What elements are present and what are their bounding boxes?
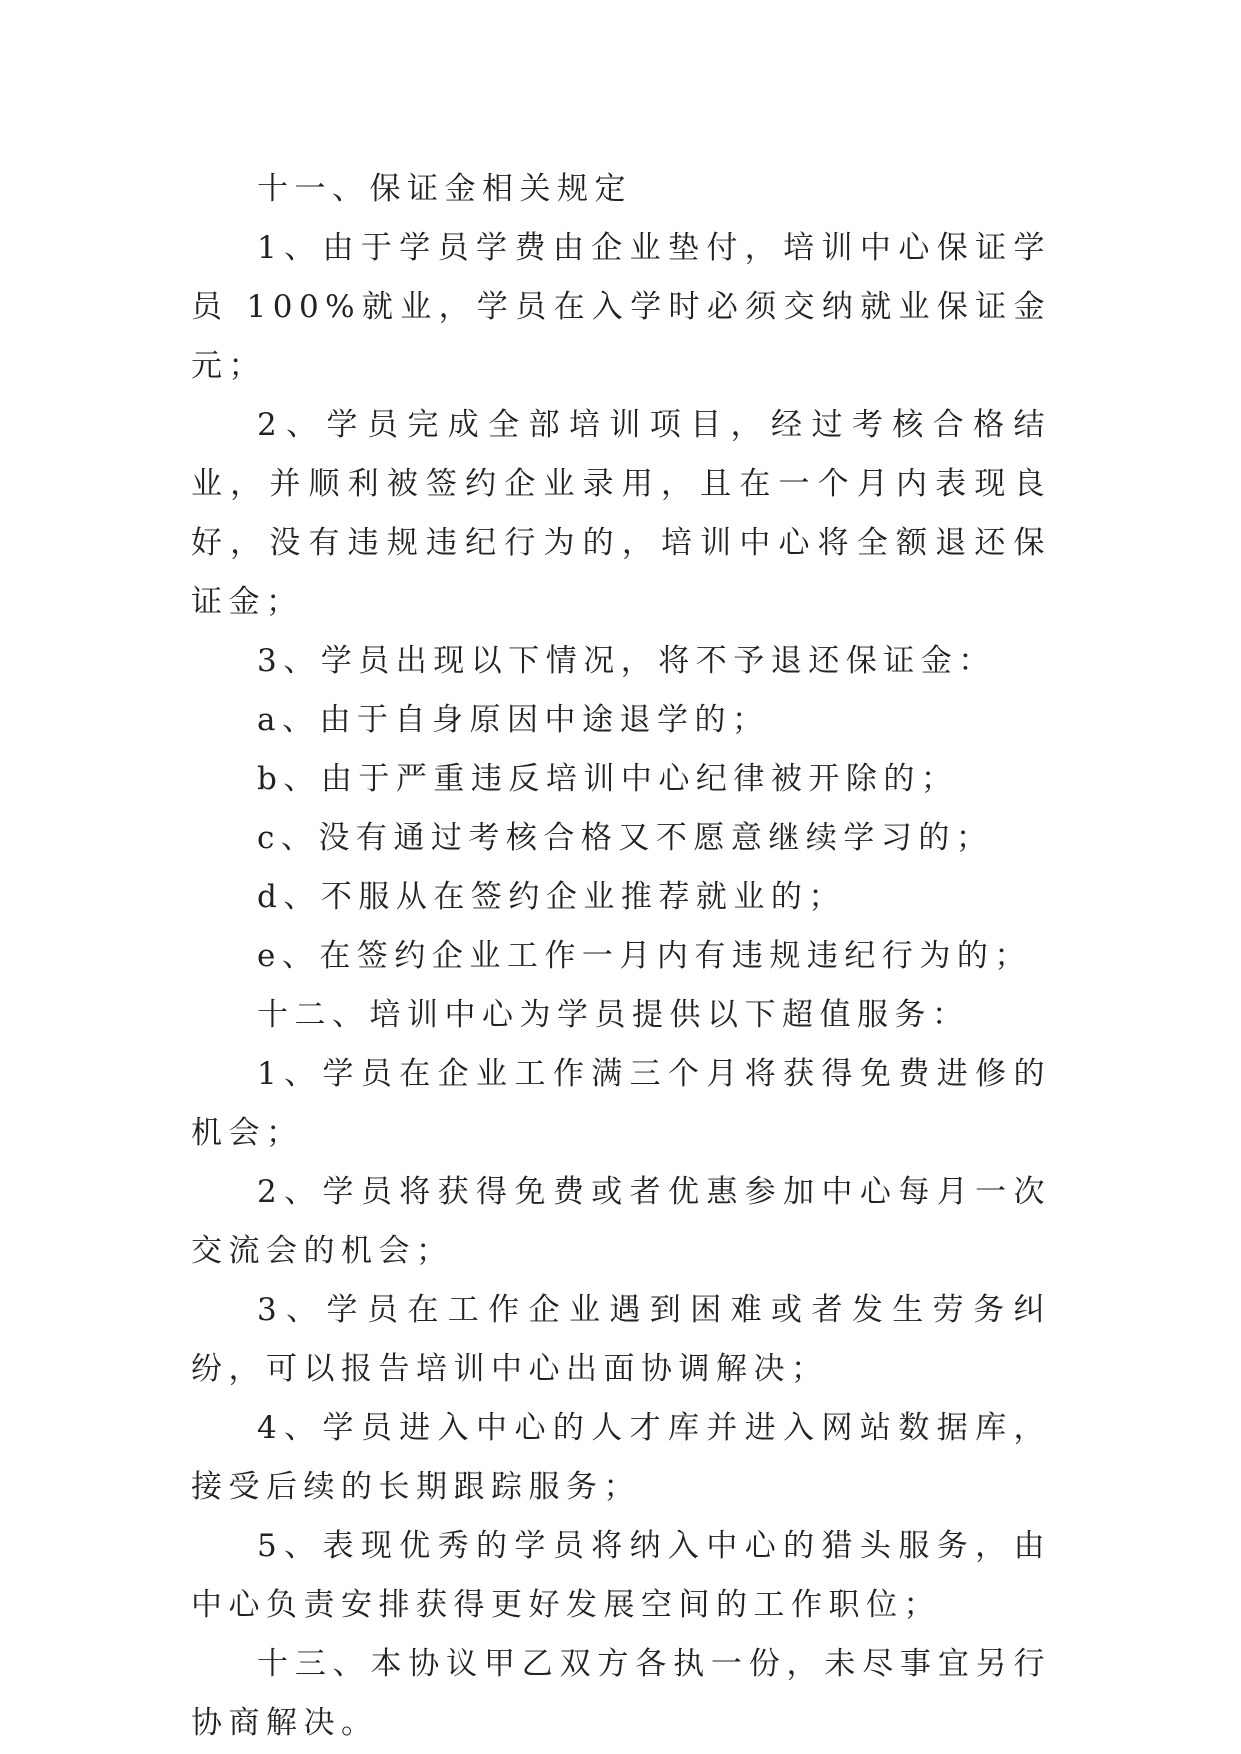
- paragraph-service-1: 1、学员在企业工作满三个月将获得免费进修的机会；: [191, 1056, 1051, 1151]
- paragraph-service-3: 3、学员在工作企业遇到困难或者发生劳务纠纷，可以报告培训中心出面协调解决；: [191, 1292, 1051, 1387]
- paragraph-service-2: 2、学员将获得免费或者优惠参加中心每月一次交流会的机会；: [191, 1174, 1051, 1269]
- section-heading-12: 十二、培训中心为学员提供以下超值服务：: [257, 997, 970, 1033]
- section-heading-11: 十一、保证金相关规定: [257, 171, 632, 207]
- list-item-c: c、没有通过考核合格又不愿意继续学习的；: [257, 820, 994, 856]
- section-heading-13: 十三、本协议甲乙双方各执一份，未尽事宜另行协商解决。: [191, 1646, 1051, 1741]
- paragraph-service-4: 4、学员进入中心的人才库并进入网站数据库，接受后续的长期跟踪服务；: [191, 1410, 1051, 1505]
- list-item-a: a、由于自身原因中途退学的；: [257, 702, 770, 738]
- document-body: [191, 160, 1051, 1753]
- paragraph-service-5: 5、表现优秀的学员将纳入中心的猎头服务，由中心负责安排获得更好发展空间的工作职位；: [191, 1528, 1051, 1623]
- list-item-e: e、在签约企业工作一月内有违规违纪行为的；: [257, 938, 1032, 974]
- paragraph-deposit-3: 3、学员出现以下情况，将不予退还保证金：: [257, 643, 996, 679]
- list-item-d: d、不服从在签约企业推荐就业的；: [257, 879, 846, 915]
- paragraph-deposit-2: 2、学员完成全部培训项目，经过考核合格结业，并顺利被签约企业录用，且在一个月内表现良好，没有违规违纪行为的，培训中心将全额退还保证金；: [191, 407, 1051, 620]
- paragraph-deposit-1: 1、由于学员学费由企业垫付，培训中心保证学员 100%就业，学员在入学时必须交纳就业保证金 元；: [191, 230, 1051, 384]
- list-item-b: b、由于严重违反培训中心纪律被开除的；: [257, 761, 959, 797]
